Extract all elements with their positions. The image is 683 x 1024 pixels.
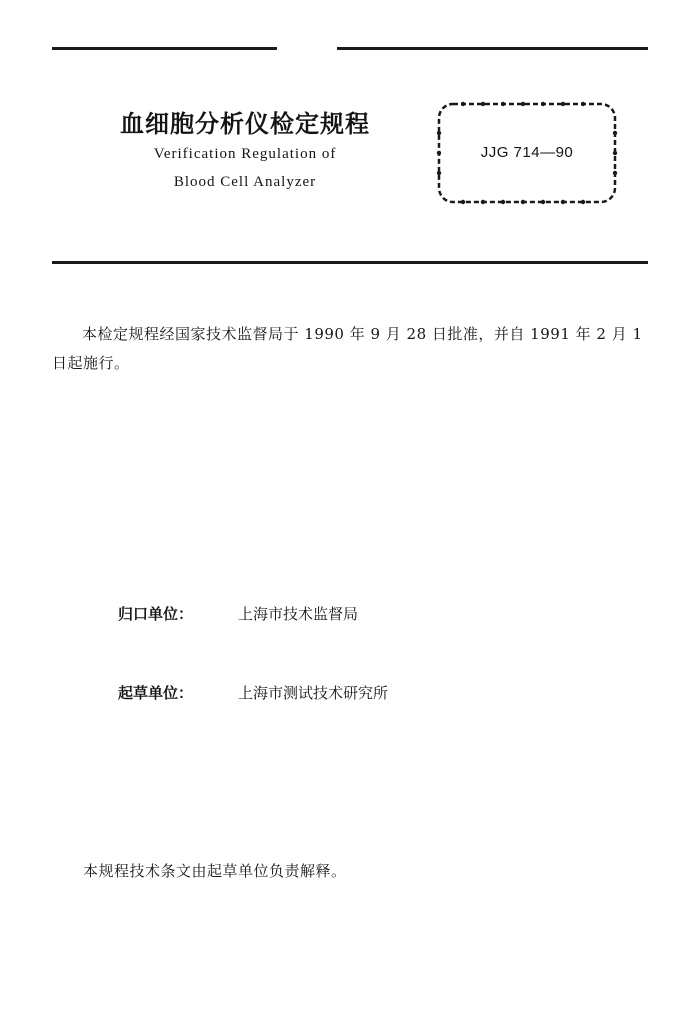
- title-chinese: 血细胞分析仪检定规程: [120, 110, 370, 138]
- drafting-unit-label: 起草单位：: [118, 684, 194, 702]
- title-english-line-1: Verification Regulation of: [153, 146, 337, 162]
- responsible-unit-row: [118, 603, 358, 624]
- regulation-code-box: [433, 98, 621, 208]
- regulation-code: JJG 714—90: [480, 144, 574, 161]
- title-english-line-2: Blood Cell Analyzer: [173, 174, 317, 190]
- responsible-unit-label: 归口单位：: [118, 605, 194, 623]
- top-rule: [52, 47, 648, 50]
- approval-statement: 本检定规程经国家技术监督局于 1990 年 9 月 28 日批准，并自 1991 年 2 月 1 日起施行。: [52, 325, 643, 372]
- responsible-unit-value: 上海市技术监督局: [238, 605, 359, 623]
- bottom-rule: [52, 261, 648, 264]
- interpretation-note: 本规程技术条文由起草单位负责解释。: [83, 862, 347, 880]
- drafting-unit-row: [118, 682, 388, 703]
- drafting-unit-value: 上海市测试技术研究所: [238, 684, 389, 702]
- title-block: [70, 108, 420, 196]
